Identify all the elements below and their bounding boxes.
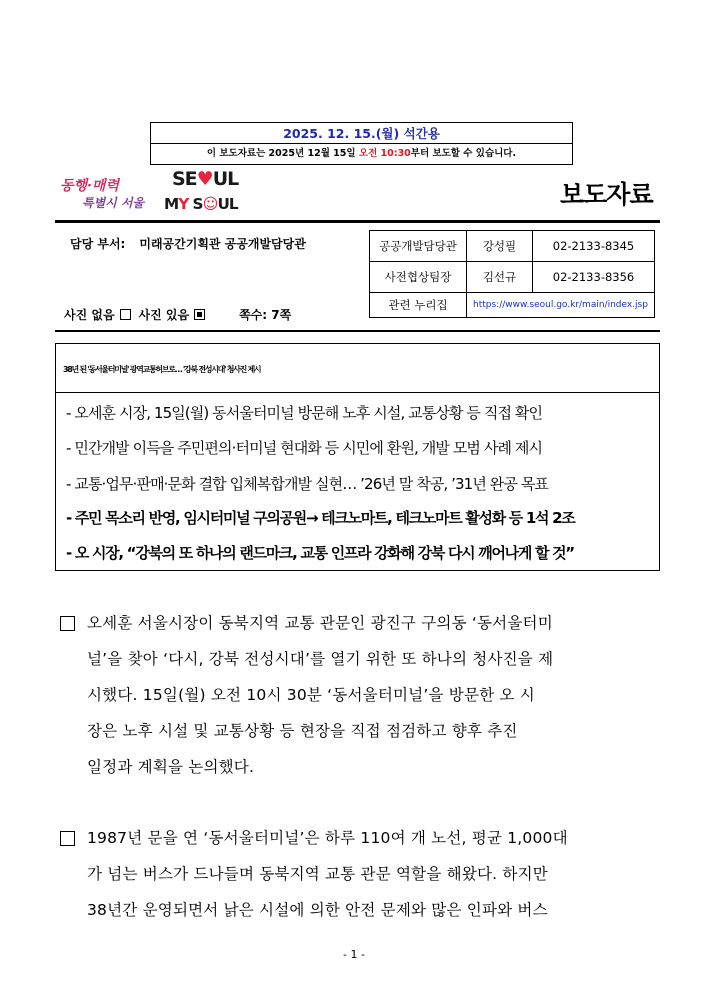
- embargo-time: 오전 10:30: [358, 148, 411, 159]
- paragraph-line: 일정과 계획을 논의했다.: [87, 758, 255, 776]
- contact-name: 강성필: [467, 231, 533, 262]
- headline-divider: [55, 392, 660, 393]
- subheadline: - 주민 목소리 반영, 임시터미널 구의공원→ 테크노마트, 테크노마트 활성화 등 1석 2조: [66, 509, 575, 527]
- paragraph-line: 시했다. 15일(월) 오전 10시 30분 ‘동서울터미널’을 방문한 오 시: [87, 686, 535, 704]
- department-value: 미래공간기획관 공공개발담당관: [139, 237, 306, 251]
- paragraph-line: 오세훈 서울시장이 동북지역 교통 관문인 광진구 구의동 ‘동서울터미: [87, 614, 553, 632]
- photo-info-row: [64, 306, 291, 323]
- portal-label: 관련 누리집: [370, 293, 467, 318]
- table-row: [370, 262, 655, 293]
- info-divider: [55, 330, 660, 332]
- subheadline: - 오세훈 시장, 15일(월) 동서울터미널 방문해 노후 시설, 교통상황 등 직접 확인: [66, 404, 543, 422]
- body-paragraph: [60, 612, 660, 792]
- contact-name: 김선규: [467, 262, 533, 293]
- subheadline: - 민간개발 이득을 주민편의·터미널 현대화 등 시민에 환원, 개발 모범 사례 제시: [66, 439, 543, 457]
- embargo-note: [151, 144, 572, 164]
- pages-label: 쪽수:: [239, 308, 268, 322]
- table-row: [370, 231, 655, 262]
- slogan-line1: 동행·매력: [60, 178, 119, 194]
- paragraph-bullet-box: [60, 831, 75, 846]
- page-number: - 1 -: [343, 948, 365, 961]
- photo-yes-label: 사진 있음: [138, 308, 190, 322]
- seoul-logo-line1: SE♥UL: [172, 168, 239, 190]
- photo-none-checkbox: [120, 309, 131, 320]
- seoul-my-soul-logo: [164, 167, 238, 217]
- embargo-box: [150, 122, 573, 165]
- body-paragraph: [60, 827, 660, 937]
- headline: 38년 된 '동서울터미널' 광역교통허브로… '강북 전성시대' 청사진 제시: [63, 365, 261, 374]
- department-label: 담당 부서:: [70, 237, 126, 251]
- paragraph-line: 38년간 운영되면서 낡은 시설에 의한 안전 문제와 많은 인파와 버스: [87, 901, 548, 919]
- subheadline: - 교통·업무·판매·문화 결합 입체복합개발 실현… ’26년 말 착공, ’31년 완공 목표: [66, 475, 549, 493]
- paragraph-line: 장은 노후 시설 및 교통상황 등 현장을 직접 점검하고 향후 추진: [87, 722, 518, 740]
- paragraph-line: 1987년 문을 연 ‘동서울터미널’은 하루 110여 개 노선, 평균 1,000대: [87, 829, 568, 847]
- slogan-line2: 특별시 서울: [82, 196, 145, 210]
- photo-none-label: 사진 없음: [64, 308, 115, 322]
- subheadline: - 오 시장, “강북의 또 하나의 랜드마크, 교통 인프라 강화해 강북 다시 깨어나게 할 것”: [66, 544, 574, 562]
- smile-icon: ☺: [202, 195, 218, 213]
- contact-phone: 02-2133-8356: [533, 262, 655, 293]
- contact-phone: 02-2133-8345: [533, 231, 655, 262]
- paragraph-bullet-box: [60, 616, 75, 631]
- pages-value: 7쪽: [271, 308, 292, 322]
- seoul-logo-line2: MY S☺UL: [164, 195, 238, 213]
- slogan-logo: [60, 170, 146, 220]
- contact-role: 사전협상팀장: [370, 262, 467, 293]
- paragraph-line: 널’을 찾아 ‘다시, 강북 전성시대’를 열기 위한 또 하나의 청사진을 제: [87, 650, 554, 668]
- paragraph-line: 가 넘는 버스가 드나들며 동북지역 교통 관문 역할을 해왔다. 하지만: [87, 865, 548, 883]
- contact-table: [369, 230, 655, 318]
- department-line: [70, 235, 306, 252]
- photo-yes-checkbox: [194, 309, 205, 320]
- header-divider: [55, 220, 660, 223]
- embargo-note-before: 이 보도자료는 2025년 12월 15일: [206, 148, 359, 159]
- contact-role: 공공개발담당관: [370, 231, 467, 262]
- portal-link[interactable]: https://www.seoul.go.kr/main/index.jsp: [467, 293, 655, 318]
- embargo-date: 2025. 12. 15.(월) 석간용: [151, 123, 572, 144]
- heart-icon: ♥: [196, 168, 213, 190]
- table-row: [370, 293, 655, 318]
- press-release-label: 보도자료: [560, 180, 653, 209]
- embargo-note-after: 부터 보도할 수 있습니다.: [410, 148, 517, 159]
